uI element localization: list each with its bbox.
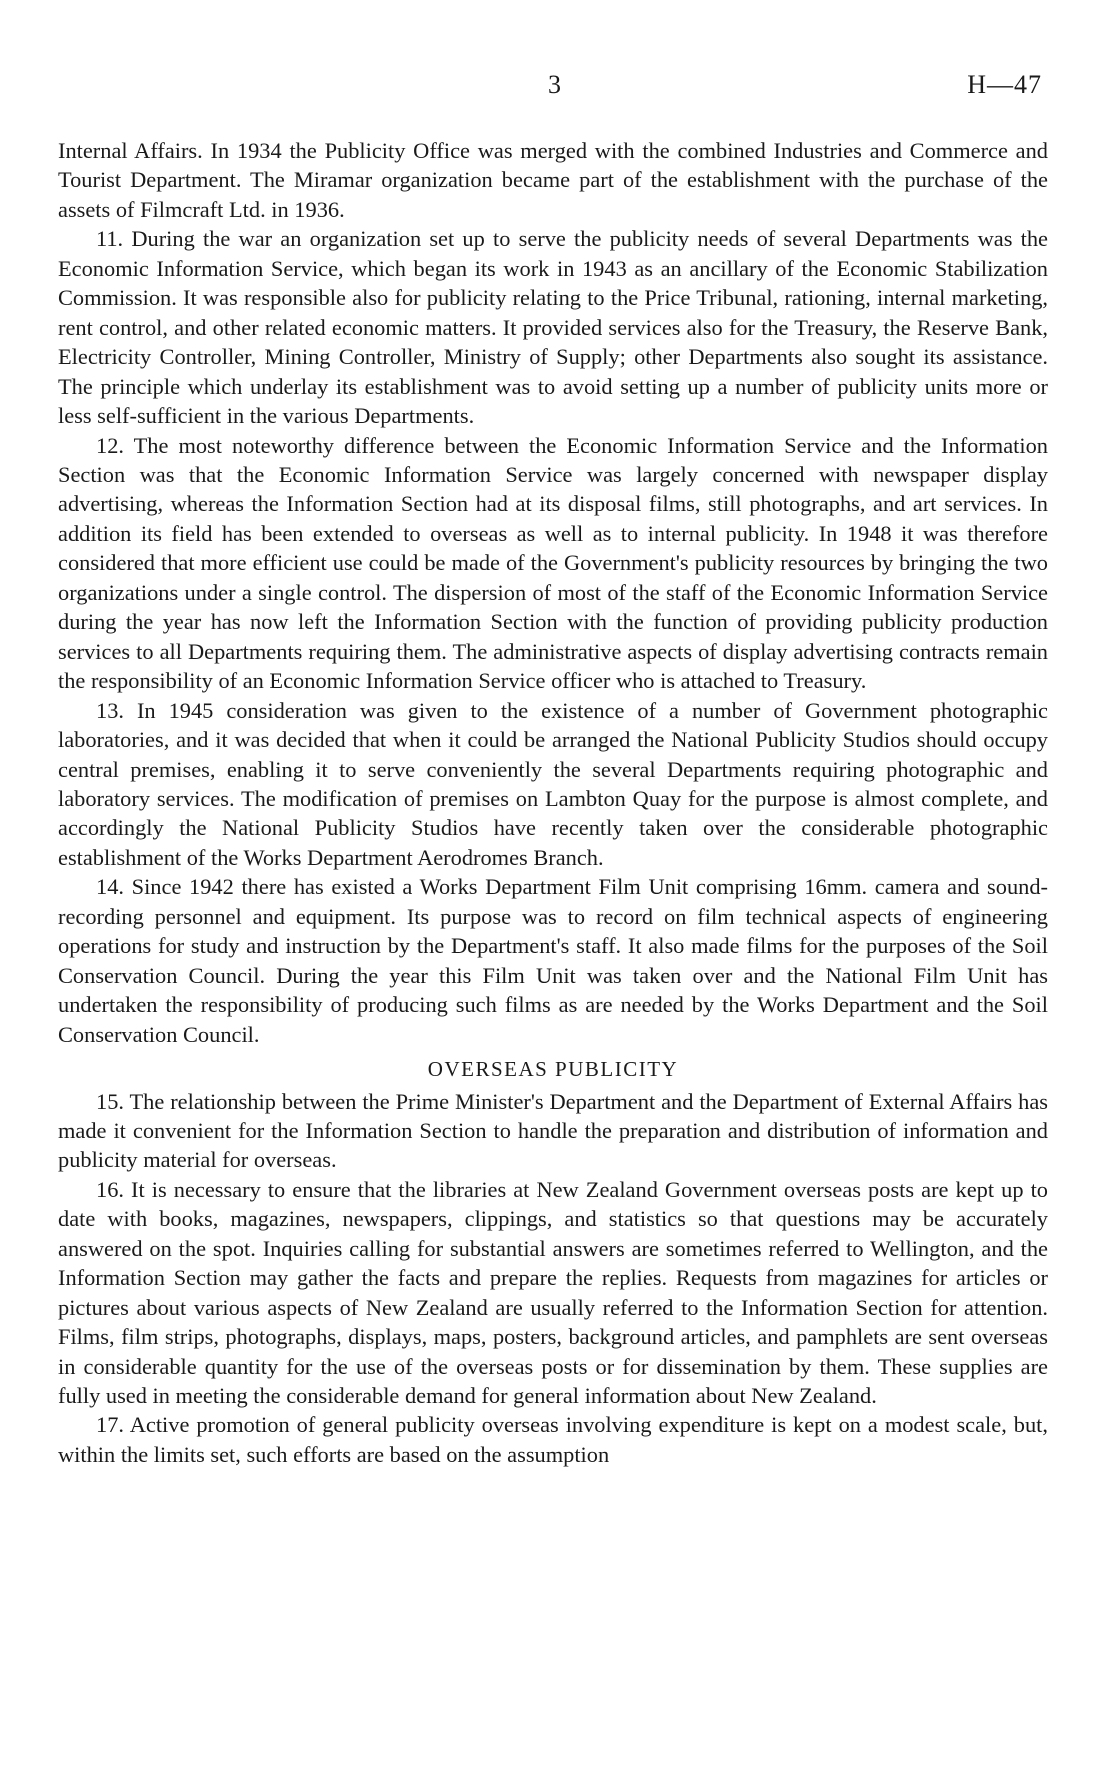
body-text bbox=[58, 136, 1048, 1469]
paragraph-16: 16. It is necessary to ensure that the libraries at New Zealand Government overseas posts are kept up to date with books, magazines, newspapers, clippings, and statistics so that questions may be accurately answered on the spot. Inquiries calling for substantial answers are sometimes referred to Wellington, and the Information Section may gather the facts and prepare the replies. Requests from magazines for articles or pictures about various aspects of New Zealand are usually referred to the Information Section for attention. Films, film strips, photographs, displays, maps, posters, background articles, and pamphlets are sent overseas in considerable quantity for the use of the overseas posts or for dissemination by them. These supplies are fully used in meeting the considerable demand for general information about New Zealand. bbox=[58, 1176, 1048, 1409]
paragraph-11: 11. During the war an organization set up to serve the publicity needs of several Departments was the Economic Information Service, which began its work in 1943 as an ancillary of the Economic Stabilization Commission. It was responsible also for publicity relating to the Price Tribunal, rationing, internal marketing, rent control, and other related economic matters. It provided services also for the Treasury, the Reserve Bank, Electricity Controller, Mining Controller, Ministry of Supply; other Departments also sought its assistance. The principle which underlay its establishment was to avoid setting up a number of publicity units more or less self-sufficient in the various Departments. bbox=[58, 226, 1048, 429]
paragraph-14: 14. Since 1942 there has existed a Works Department Film Unit comprising 16mm. camera and sound-recording personnel and equipment. Its purpose was to record on film technical aspects of engineering operations for study and instruction by the Department's staff. It also made films for the purposes of the Soil Conservation Council. During the year this Film Unit was taken over and the National Film Unit has undertaken the responsibility of producing such films as are needed by the Works Department and the Soil Conservation Council. bbox=[58, 874, 1048, 1047]
paragraph-15: 15. The relationship between the Prime Minister's Department and the Department of External Affairs has made it convenient for the Information Section to handle the preparation and distribution of information and publicity material for overseas. bbox=[58, 1088, 1048, 1173]
paragraph-continued: Internal Affairs. In 1934 the Publicity Office was merged with the combined Industries and Commerce and Tourist Department. The Miramar organization became part of the establishment with the purchase of the assets of Filmcraft Ltd. in 1936. bbox=[58, 138, 1048, 222]
document-reference: H—47 bbox=[967, 70, 1042, 99]
paragraph-12: 12. The most noteworthy difference between the Economic Information Service and the Information Section was that the Economic Information Service was largely concerned with newspaper display advertising, whereas the Information Section had at its disposal films, still photographs, and art services. In addition its field has been extended to overseas as well as to internal publicity. In 1948 it was therefore considered that more efficient use could be made of the Government's publicity resources by bringing the two organizations under a single control. The dispersion of most of the staff of the Economic Information Service during the year has now left the Information Section with the function of providing publicity production services to all Departments requiring them. The administrative aspects of display advertising contracts remain the responsibility of an Economic Information Service officer who is attached to Treasury. bbox=[58, 432, 1048, 694]
paragraph-13: 13. In 1945 consideration was given to the existence of a number of Government photographic laboratories, and it was decided that when it could be arranged the National Publicity Studios should occupy central premises, enabling it to serve conveniently the several Departments requiring photographic and laboratory services. The modification of premises on Lambton Quay for the purpose is almost complete, and accordingly the National Publicity Studios have recently taken over the considerable photographic establishment of the Works Department Aerodromes Branch. bbox=[58, 697, 1048, 870]
page-number: 3 bbox=[548, 70, 561, 99]
section-heading-overseas-publicity: OVERSEAS PUBLICITY bbox=[427, 1057, 679, 1082]
paragraph-17: 17. Active promotion of general publicity overseas involving expenditure is kept on a modest scale, but, within the limits set, such efforts are based on the assumption bbox=[58, 1412, 1048, 1467]
